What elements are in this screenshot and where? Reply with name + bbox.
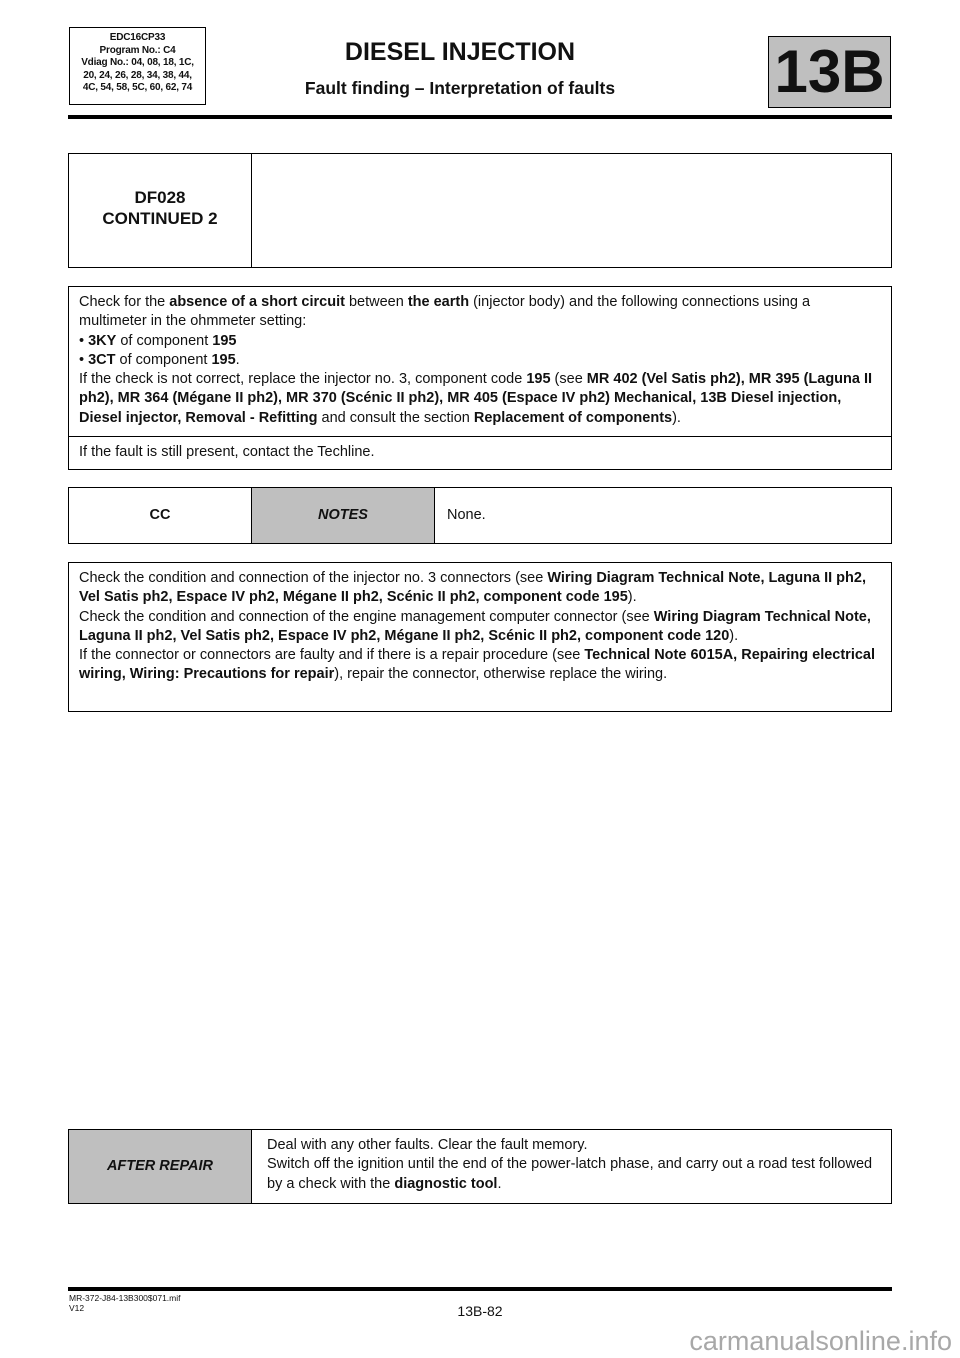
bold-text: Technical Note 6015A, Repairing electrical wiring, Wiring: Precautions for repair bbox=[79, 647, 876, 683]
bold-text: the earth bbox=[407, 294, 470, 310]
bold-text: MR 402 (Vel Satis ph2), MR 395 (Laguna II ph2), MR 364 (Mégane II ph2), MR 370 (Scénic II ph2), MR 405 (Espace IV ph2) Mechanical, 13B Diesel injection, Diesel injector, Removal - Refitting bbox=[79, 371, 873, 426]
bold-text: 195 bbox=[212, 332, 237, 349]
footer-rule bbox=[68, 1287, 892, 1291]
footer-version: V12 bbox=[69, 1303, 85, 1313]
bold-text: diagnostic tool bbox=[394, 1175, 498, 1192]
paragraph bbox=[79, 569, 881, 608]
text: Deal with any other faults. Clear the fault memory. bbox=[267, 1137, 588, 1153]
bold-text: Replacement of components bbox=[473, 409, 673, 426]
bold-text: 3KY bbox=[88, 332, 117, 349]
techline-text: If the fault is still present, contact the Techline. bbox=[69, 436, 891, 469]
text: and consult the section bbox=[317, 409, 474, 426]
fault-header-box bbox=[68, 153, 892, 268]
text: If the connector or connectors are faulty and if there is a repair procedure (see bbox=[79, 647, 585, 664]
id-line: 4C, 54, 58, 5C, 60, 62, 74 bbox=[82, 82, 193, 93]
fault-continued: CONTINUED 2 bbox=[102, 209, 218, 228]
text: ). bbox=[627, 589, 637, 606]
text: ). bbox=[672, 409, 681, 426]
id-line: Program No.: C4 bbox=[99, 44, 176, 56]
paragraph bbox=[79, 608, 881, 647]
section-badge: 13B bbox=[768, 36, 891, 108]
after-repair-box bbox=[68, 1129, 892, 1204]
paragraph bbox=[79, 293, 881, 332]
text: between bbox=[344, 294, 408, 310]
after-repair-label: AFTER REPAIR bbox=[69, 1130, 252, 1203]
text: Switch off the ignition until the end of the power-latch phase, and carry out a road test followed by a check with the bbox=[267, 1156, 873, 1192]
text: • bbox=[79, 332, 89, 349]
text: Check the condition and connection of the injector no. 3 connectors (see bbox=[79, 570, 548, 586]
page-subtitle: Fault finding – Interpretation of faults bbox=[304, 78, 616, 98]
bold-text: Wiring Diagram Technical Note, Laguna II ph2, Vel Satis ph2, Espace IV ph2, Mégane II ph2, Scénic II ph2, component code 195 bbox=[79, 570, 866, 606]
text: If the check is not correct, replace the injector no. 3, component code bbox=[79, 371, 527, 388]
condition-cell: CC bbox=[69, 488, 252, 543]
check-connectors-box bbox=[68, 562, 892, 712]
paragraph bbox=[79, 370, 881, 428]
paragraph bbox=[79, 646, 881, 685]
fault-code: DF028 bbox=[134, 188, 186, 207]
paragraph bbox=[79, 351, 881, 370]
bold-text: 195 bbox=[526, 371, 551, 388]
text: (injector body) and the following connections using a multimeter in the ohmmeter setting: bbox=[79, 294, 811, 330]
paragraph bbox=[267, 1136, 881, 1155]
id-line: 20, 24, 26, 28, 34, 38, 44, bbox=[83, 69, 192, 81]
check-short-circuit-text bbox=[69, 287, 891, 436]
header-rule bbox=[68, 115, 892, 119]
bold-text: 3CT bbox=[88, 351, 116, 368]
text: of component bbox=[115, 351, 212, 368]
text: (see bbox=[550, 371, 587, 388]
fault-code-cell bbox=[69, 154, 252, 267]
text: ), repair the connector, otherwise replace the wiring. bbox=[334, 666, 668, 683]
page-title: DIESEL INJECTION bbox=[344, 38, 576, 66]
id-line: EDC16CP33 bbox=[109, 32, 166, 43]
text: . bbox=[497, 1175, 502, 1192]
page-number: 13B-82 bbox=[457, 1303, 503, 1319]
text: of component bbox=[116, 332, 213, 349]
vehicle-id-box bbox=[69, 27, 206, 105]
notes-row bbox=[68, 487, 892, 544]
text: Check the condition and connection of the engine management computer connector (see bbox=[79, 608, 654, 625]
text: ). bbox=[729, 627, 739, 644]
check-connectors-text bbox=[69, 563, 891, 691]
text: Check for the bbox=[79, 294, 170, 310]
footer-file: MR-372-J84-13B300$071.mif bbox=[69, 1293, 181, 1303]
fault-empty-cell bbox=[252, 154, 891, 267]
after-repair-text bbox=[252, 1130, 891, 1203]
paragraph bbox=[267, 1155, 881, 1194]
check-short-circuit-box bbox=[68, 286, 892, 470]
text: • bbox=[79, 351, 89, 368]
id-line: Vdiag No.: 04, 08, 18, 1C, bbox=[81, 57, 194, 68]
text: . bbox=[235, 351, 240, 368]
notes-label: NOTES bbox=[252, 488, 435, 543]
watermark: carmanualsonline.info bbox=[689, 1326, 952, 1356]
paragraph bbox=[79, 332, 881, 351]
bold-text: Wiring Diagram Technical Note, Laguna II ph2, Vel Satis ph2, Espace IV ph2, Mégane II ph2, Scénic II ph2, component code 120 bbox=[79, 608, 871, 644]
notes-value: None. bbox=[447, 507, 486, 523]
bold-text: absence of a short circuit bbox=[169, 294, 345, 310]
bold-text: 195 bbox=[211, 351, 236, 368]
